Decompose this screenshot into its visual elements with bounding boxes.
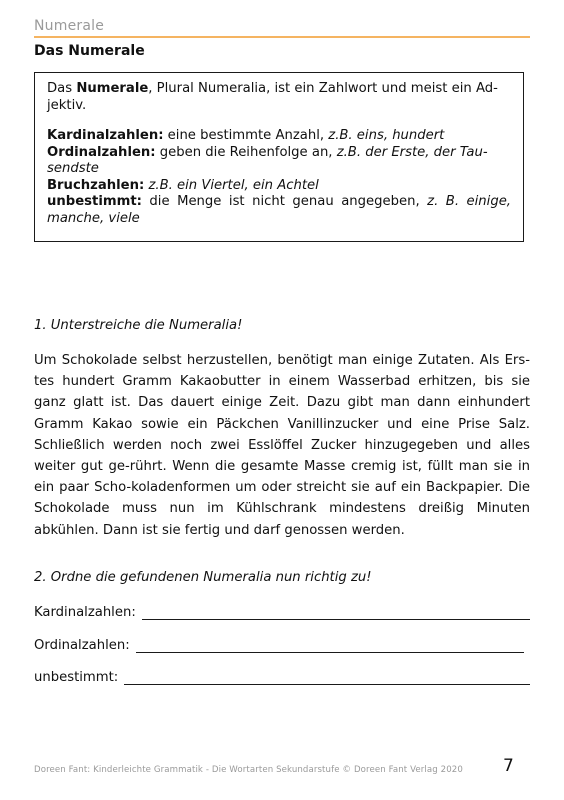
unbestimmt-text: die Menge ist nicht genau angegeben, xyxy=(141,194,428,209)
answer-label: unbestimmt: xyxy=(34,670,119,685)
definition-intro xyxy=(47,81,511,114)
page-number: 7 xyxy=(503,756,514,776)
header-label: Numerale xyxy=(34,18,105,34)
section-title: Das Numerale xyxy=(34,43,145,59)
answer-line[interactable] xyxy=(124,668,530,685)
bruch-example: z.B. ein Viertel, ein Achtel xyxy=(148,177,319,193)
task1-passage: Um Schokolade selbst herzustellen, benötigt man einige Zutaten. Als Ers-tes hundert Gramm Kakaobutter in einem Wasserbad erhitzen, bis sie ganz glatt ist. Das dauert einige Zeit. Dazu gibt man dann einhundert Gramm Kakao sowie ein Päckchen Vanillinzucker und eine Prise Salz. Schließlich werden noch zwei Esslöffel Zucker hinzugegeben und alles weiter gut ge-rührt. Wenn die gesamte Masse cremig ist, füllt man sie in ein paar Scho-koladenformen um oder streicht sie auf ein Backpapier. Die Schokolade muss nun im Kühlschrank mindestens dreißig Minuten abkühlen. Dann ist sie fertig und darf genossen werden. xyxy=(34,353,530,538)
intro-text-2: , Plural Numeralia, ist ein Zahlwort und meist ein Ad-jektiv. xyxy=(47,81,498,113)
kardinal-example: z.B. eins, hundert xyxy=(328,128,445,143)
bruch-label: Bruchzahlen: xyxy=(47,177,145,193)
unbestimmt-example: z. B. einige, manche, viele xyxy=(47,194,511,226)
ordinal-example: z.B. der Erste, der Tau-sendste xyxy=(47,144,488,176)
intro-term: Numerale xyxy=(76,81,149,96)
definition-box xyxy=(34,72,524,242)
answer-row-unbestimmt xyxy=(34,665,530,685)
answer-line[interactable] xyxy=(142,603,530,620)
kardinal-text: eine bestimmte Anzahl, xyxy=(163,128,329,143)
intro-text-1: Das xyxy=(47,81,77,96)
header-rule xyxy=(34,36,530,38)
kardinal-label: Kardinalzahlen: xyxy=(47,128,164,143)
definition-ordinal xyxy=(47,145,511,178)
answer-row-ordinalzahlen xyxy=(34,633,524,653)
footer-credit: Doreen Fant: Kinderleichte Grammatik - Die Wortarten Sekundarstufe © Doreen Fant Verlag 2020 xyxy=(34,765,463,775)
ordinal-text: geben die Reihenfolge an, xyxy=(155,144,337,160)
ordinal-label: Ordinalzahlen: xyxy=(47,144,156,160)
task1-instruction: 1. Unterstreiche die Numeralia! xyxy=(34,318,243,333)
definition-spacer xyxy=(47,114,511,128)
definition-bruch xyxy=(47,178,511,195)
unbestimmt-label: unbestimmt: xyxy=(47,194,142,209)
answer-row-kardinalzahlen xyxy=(34,600,530,620)
answer-label: Kardinalzahlen: xyxy=(34,605,136,620)
answer-line[interactable] xyxy=(136,636,524,653)
answer-label: Ordinalzahlen: xyxy=(34,638,130,653)
task2-instruction: 2. Ordne die gefundenen Numeralia nun richtig zu! xyxy=(34,570,372,585)
definition-unbestimmt xyxy=(47,194,511,227)
definition-kardinal xyxy=(47,128,511,145)
